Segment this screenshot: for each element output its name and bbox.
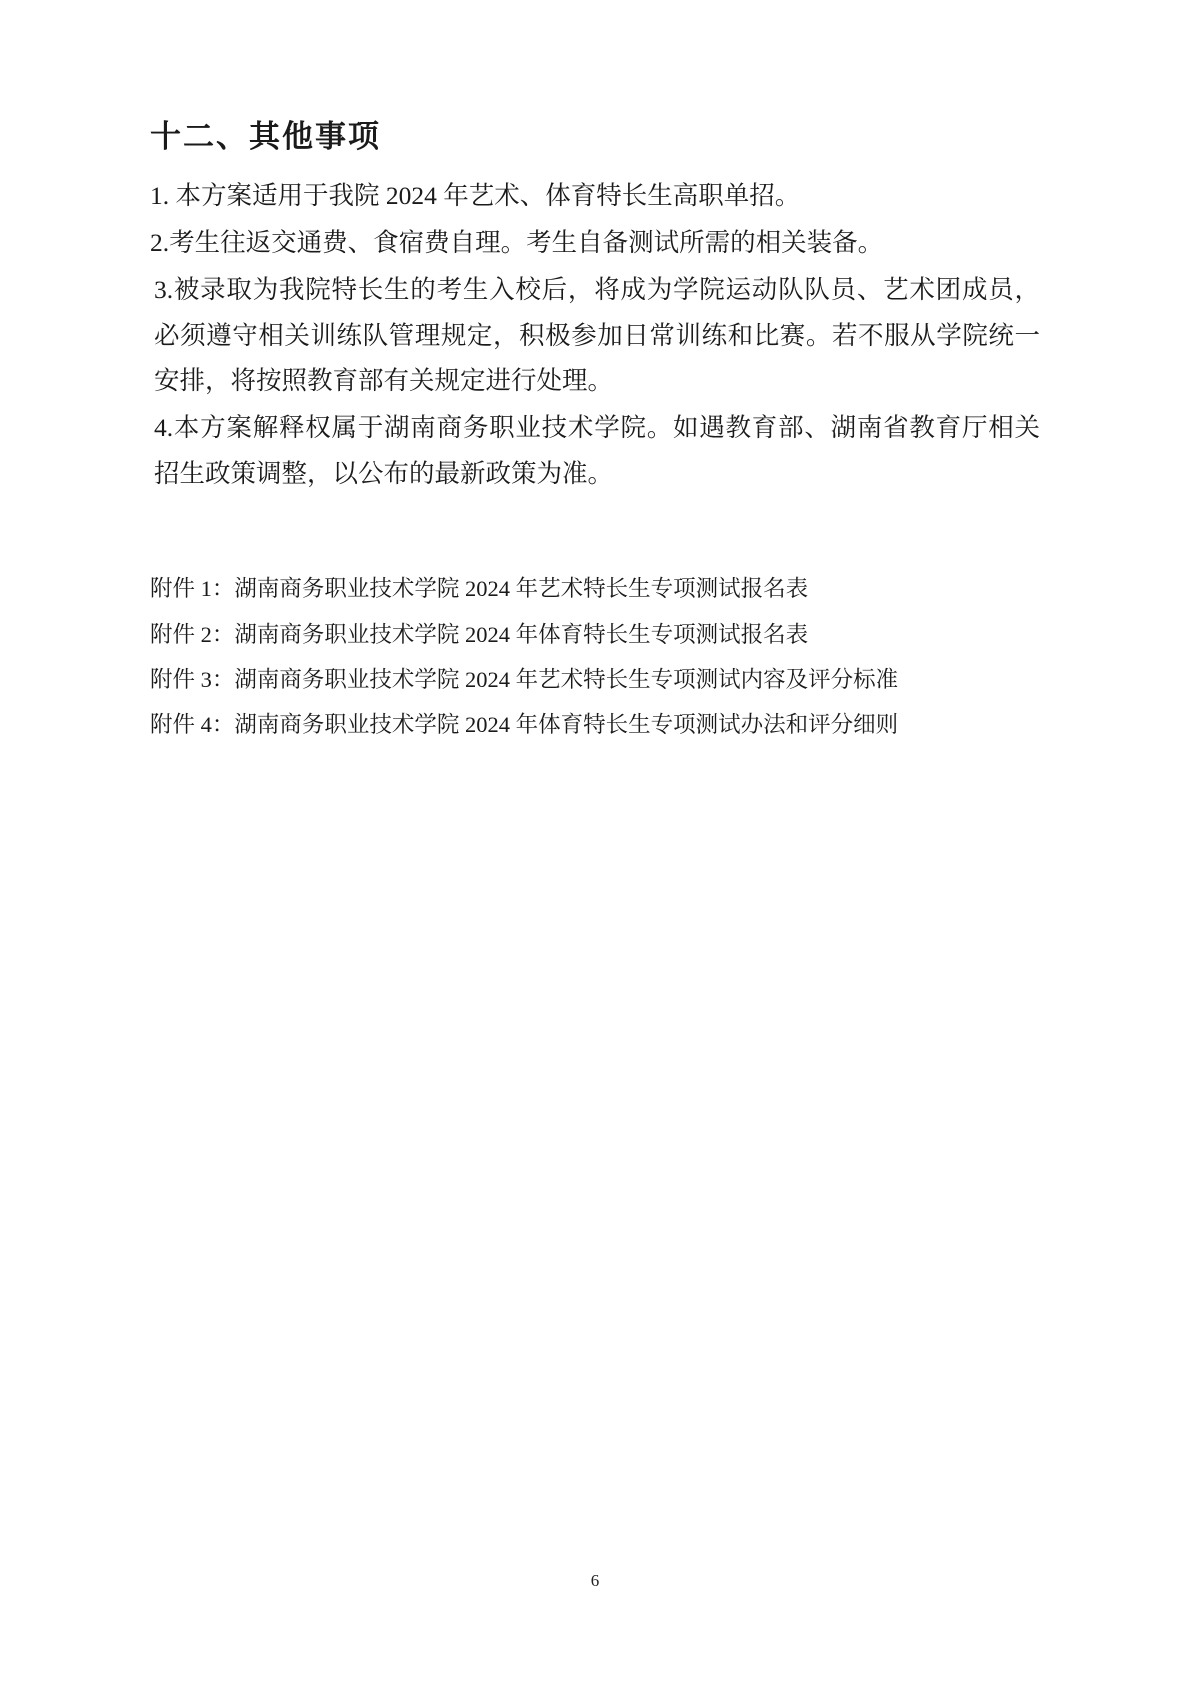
list-item: 附件 1：湖南商务职业技术学院 2024 年艺术特长生专项测试报名表 — [150, 576, 809, 602]
paragraph-4: 4.本方案解释权属于湖南商务职业技术学院。如遇教育部、湖南省教育厅相关招生政策调整，以公布的最新政策为准。 — [154, 413, 1040, 488]
paragraph-3: 3.被录取为我院特长生的考生入校后，将成为学院运动队队员、艺术团成员，必须遵守相关训练队管理规定，积极参加日常训练和比赛。若不服从学院统一安排，将按照教育部有关规定进行处理。 — [154, 275, 1040, 395]
section-spacer — [150, 498, 1040, 562]
page-title: 十二、其他事项 — [150, 119, 381, 155]
paragraph-2: 2.考生往返交通费、食宿费自理。考生自备测试所需的相关装备。 — [150, 227, 884, 257]
page-number: 6 — [590, 1571, 600, 1590]
list-item: 附件 4：湖南商务职业技术学院 2024 年体育特长生专项测试办法和评分细则 — [150, 712, 899, 738]
list-item: 附件 3：湖南商务职业技术学院 2024 年艺术特长生专项测试内容及评分标准 — [150, 667, 899, 692]
list-item: 附件 2：湖南商务职业技术学院 2024 年体育特长生专项测试报名表 — [150, 621, 809, 647]
paragraph-1: 1. 本方案适用于我院 2024 年艺术、体育特长生高职单招。 — [150, 180, 801, 210]
attachment-list — [150, 566, 1040, 748]
